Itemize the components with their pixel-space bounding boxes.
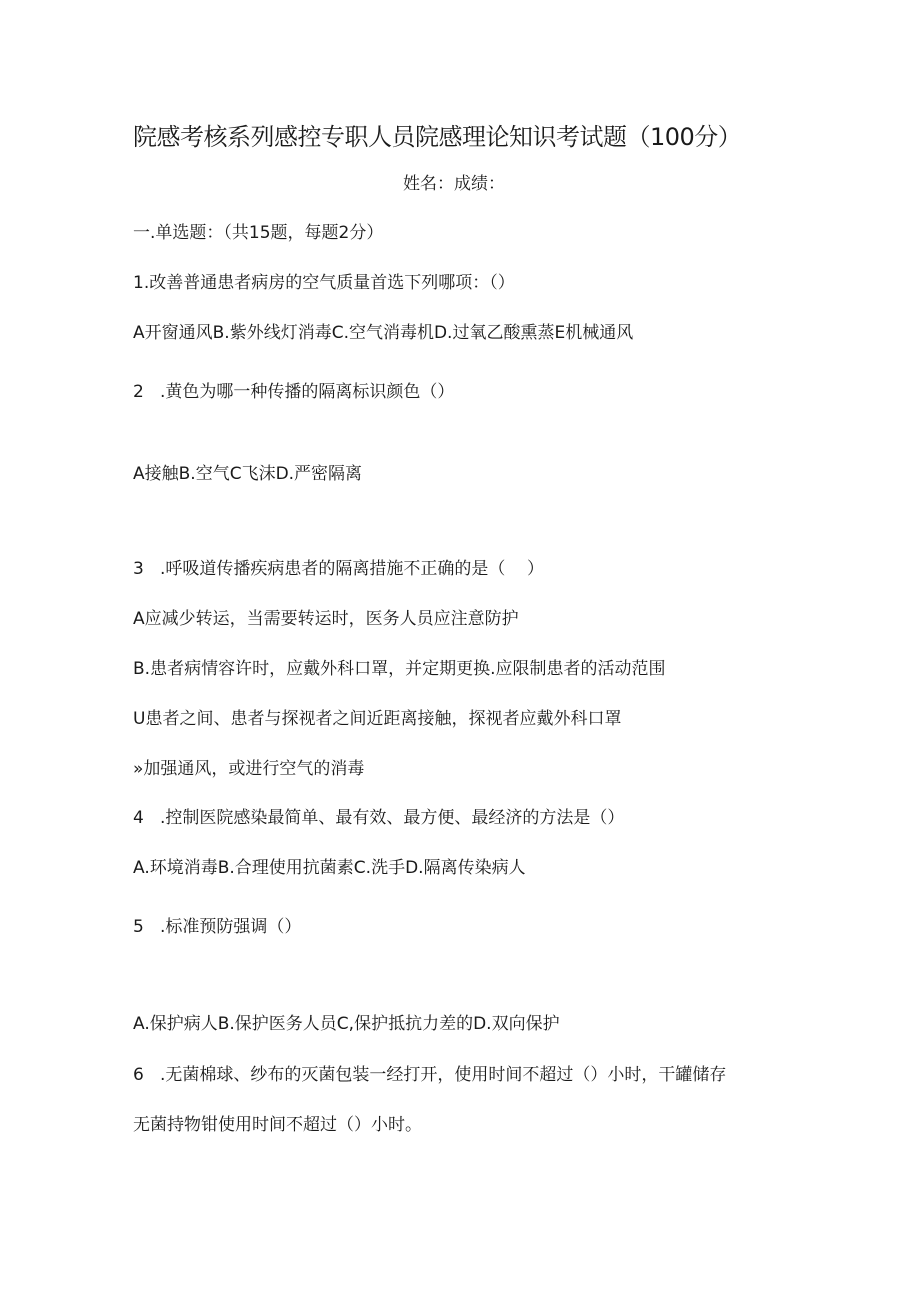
question-3-option-a: A应减少转运，当需要转运时，医务人员应注意防护	[133, 609, 519, 629]
question-4-options: A.环境消毒B.合理使用抗菌素C.洗手D.隔离传染病人	[133, 858, 526, 878]
question-1-options: A开窗通风B.紫外线灯消毒C.空气消毒机D.过氧乙酸熏蒸E机械通风	[133, 323, 634, 343]
question-1: 1.改善普通患者病房的空气质量首选下列哪项：（）	[133, 273, 515, 293]
section-heading: 一.单选题：（共15题，每题2分）	[133, 223, 384, 243]
document-title: 院感考核系列感控专职人员院感理论知识考试题（100分）	[133, 123, 742, 151]
name-score-line: 姓名：成绩：	[403, 174, 505, 194]
question-3: 3 .呼吸道传播疾病患者的隔离措施不正确的是（ ）	[133, 559, 545, 579]
question-2-options: A接触B.空气C飞沫D.严密隔离	[133, 464, 363, 484]
question-2: 2 .黄色为哪一种传播的隔离标识颜色（）	[133, 382, 455, 402]
question-5: 5 .标准预防强调（）	[133, 917, 302, 937]
question-3-option-d: »加强通风，或进行空气的消毒	[133, 759, 365, 779]
question-5-options: A.保护病人B.保护医务人员C,保护抵抗力差的D.双向保护	[133, 1014, 560, 1034]
question-4: 4 .控制医院感染最简单、最有效、最方便、最经济的方法是（）	[133, 808, 625, 828]
question-6-line-1: 6 .无菌棉球、纱布的灭菌包装一经打开，使用时间不超过（）小时，干罐储存	[133, 1065, 727, 1085]
question-3-option-c: U患者之间、患者与探视者之间近距离接触，探视者应戴外科口罩	[133, 709, 622, 729]
question-6-line-2: 无菌持物钳使用时间不超过（）小时。	[133, 1115, 422, 1135]
question-3-option-b: B.患者病情容许时，应戴外科口罩，并定期更换.应限制患者的活动范围	[133, 659, 666, 679]
